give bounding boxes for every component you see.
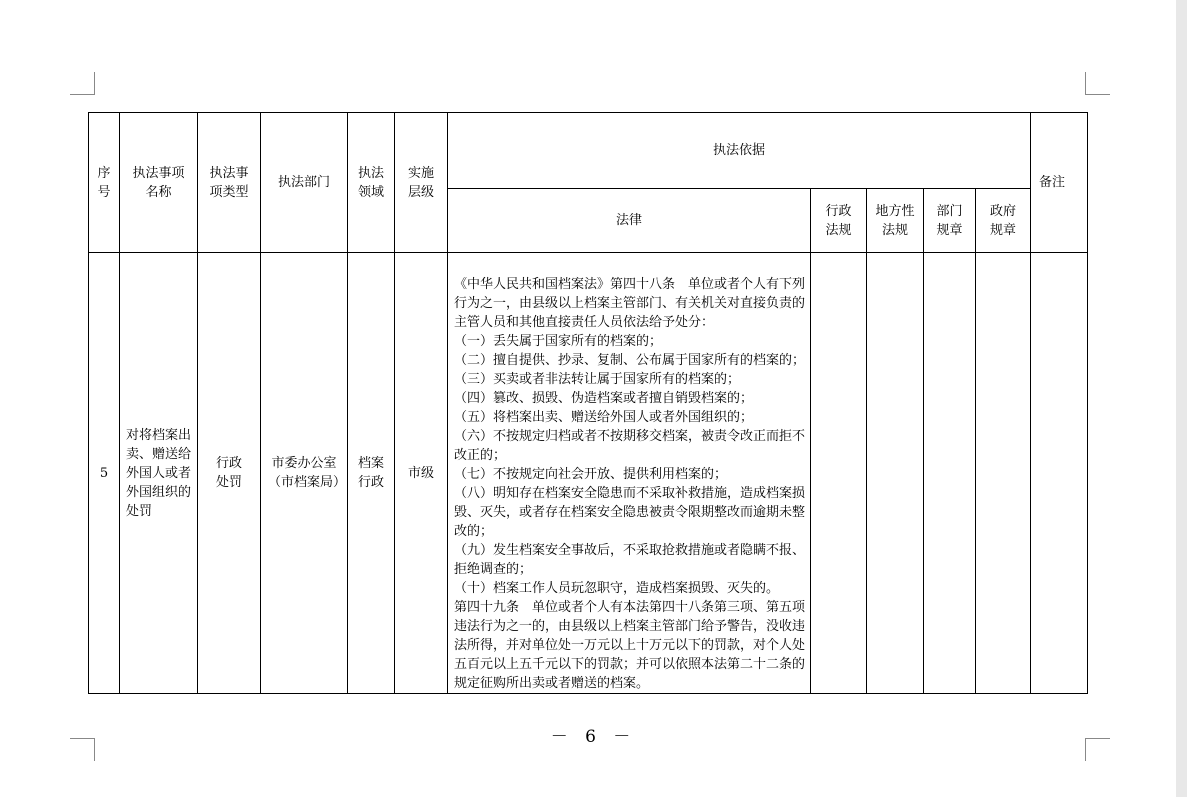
law-line: 第四十九条 单位或者个人有本法第四十八条第三项、第五项违法行为之一的，由县级以上档案主管部门给予警告，没收违法所得，并对单位处一万元以上十万元以下的罚款，对个人处五百元以上五千元以下的罚款；并可以依照本法第二十二条的规定征购所出卖或者赠送的档案。 bbox=[454, 600, 806, 691]
header-level: 实施层级 bbox=[395, 113, 448, 253]
header-field: 执法领域 bbox=[348, 113, 395, 253]
header-admin-reg: 行政法规 bbox=[811, 189, 867, 253]
header-item-name: 执法事项名称 bbox=[120, 113, 198, 253]
header-gov-rule: 政府规章 bbox=[976, 189, 1031, 253]
law-line: （四）篡改、损毁、伪造档案或者擅自销毁档案的； bbox=[454, 391, 754, 406]
cell-field: 档案行政 bbox=[348, 253, 395, 694]
cell-gov-rule bbox=[976, 253, 1031, 694]
table-row bbox=[89, 253, 1088, 694]
header-seq: 序号 bbox=[89, 113, 120, 253]
header-basis: 执法依据 bbox=[448, 113, 1031, 189]
crop-mark-top-left bbox=[70, 72, 95, 95]
cell-local-reg bbox=[867, 253, 924, 694]
law-line: 《中华人民共和国档案法》第四十八条 单位或者个人有下列行为之一，由县级以上档案主管部门、有关机关对直接负责的主管人员和其他直接责任人员依法给予处分： bbox=[454, 277, 806, 330]
law-line: （十）档案工作人员玩忽职守，造成档案损毁、灭失的。 bbox=[454, 581, 780, 596]
cell-remark bbox=[1031, 253, 1088, 694]
header-local-reg: 地方性法规 bbox=[867, 189, 924, 253]
law-line: （五）将档案出卖、赠送给外国人或者外国组织的； bbox=[454, 410, 754, 425]
header-remark: 备注 bbox=[1031, 113, 1088, 253]
crop-mark-top-right bbox=[1085, 72, 1110, 95]
cell-department: 市委办公室（市档案局） bbox=[261, 253, 348, 694]
cell-admin-reg bbox=[811, 253, 867, 694]
law-line: （二）擅自提供、抄录、复制、公布属于国家所有的档案的； bbox=[454, 353, 806, 368]
law-line: （一）丢失属于国家所有的档案的； bbox=[454, 334, 663, 349]
law-line: （八）明知存在档案安全隐患而不采取补救措施，造成档案损毁、灭失，或者存在档案安全隐患被责令限期整改而逾期未整改的； bbox=[454, 486, 806, 539]
page-edge bbox=[1176, 0, 1187, 797]
header-dept-rule: 部门规章 bbox=[924, 189, 976, 253]
cell-seq: 5 bbox=[89, 253, 120, 694]
law-line: （三）买卖或者非法转让属于国家所有的档案的； bbox=[454, 372, 741, 387]
header-department: 执法部门 bbox=[261, 113, 348, 253]
cell-dept-rule bbox=[924, 253, 976, 694]
cell-level: 市级 bbox=[395, 253, 448, 694]
law-line: （九）发生档案安全事故后，不采取抢救措施或者隐瞒不报、拒绝调查的； bbox=[454, 543, 806, 577]
cell-item-type: 行政处罚 bbox=[198, 253, 261, 694]
header-law: 法律 bbox=[448, 189, 811, 253]
law-line: （七）不按规定向社会开放、提供利用档案的； bbox=[454, 467, 728, 482]
cell-law-text bbox=[448, 253, 811, 694]
header-item-type: 执法事项类型 bbox=[198, 113, 261, 253]
enforcement-table bbox=[88, 112, 1088, 694]
page-number: － 6 － bbox=[550, 727, 637, 747]
law-line: （六）不按规定归档或者不按期移交档案，被责令改正而拒不改正的； bbox=[454, 429, 806, 463]
cell-item-name: 对将档案出卖、赠送给外国人或者外国组织的处罚 bbox=[120, 253, 198, 694]
